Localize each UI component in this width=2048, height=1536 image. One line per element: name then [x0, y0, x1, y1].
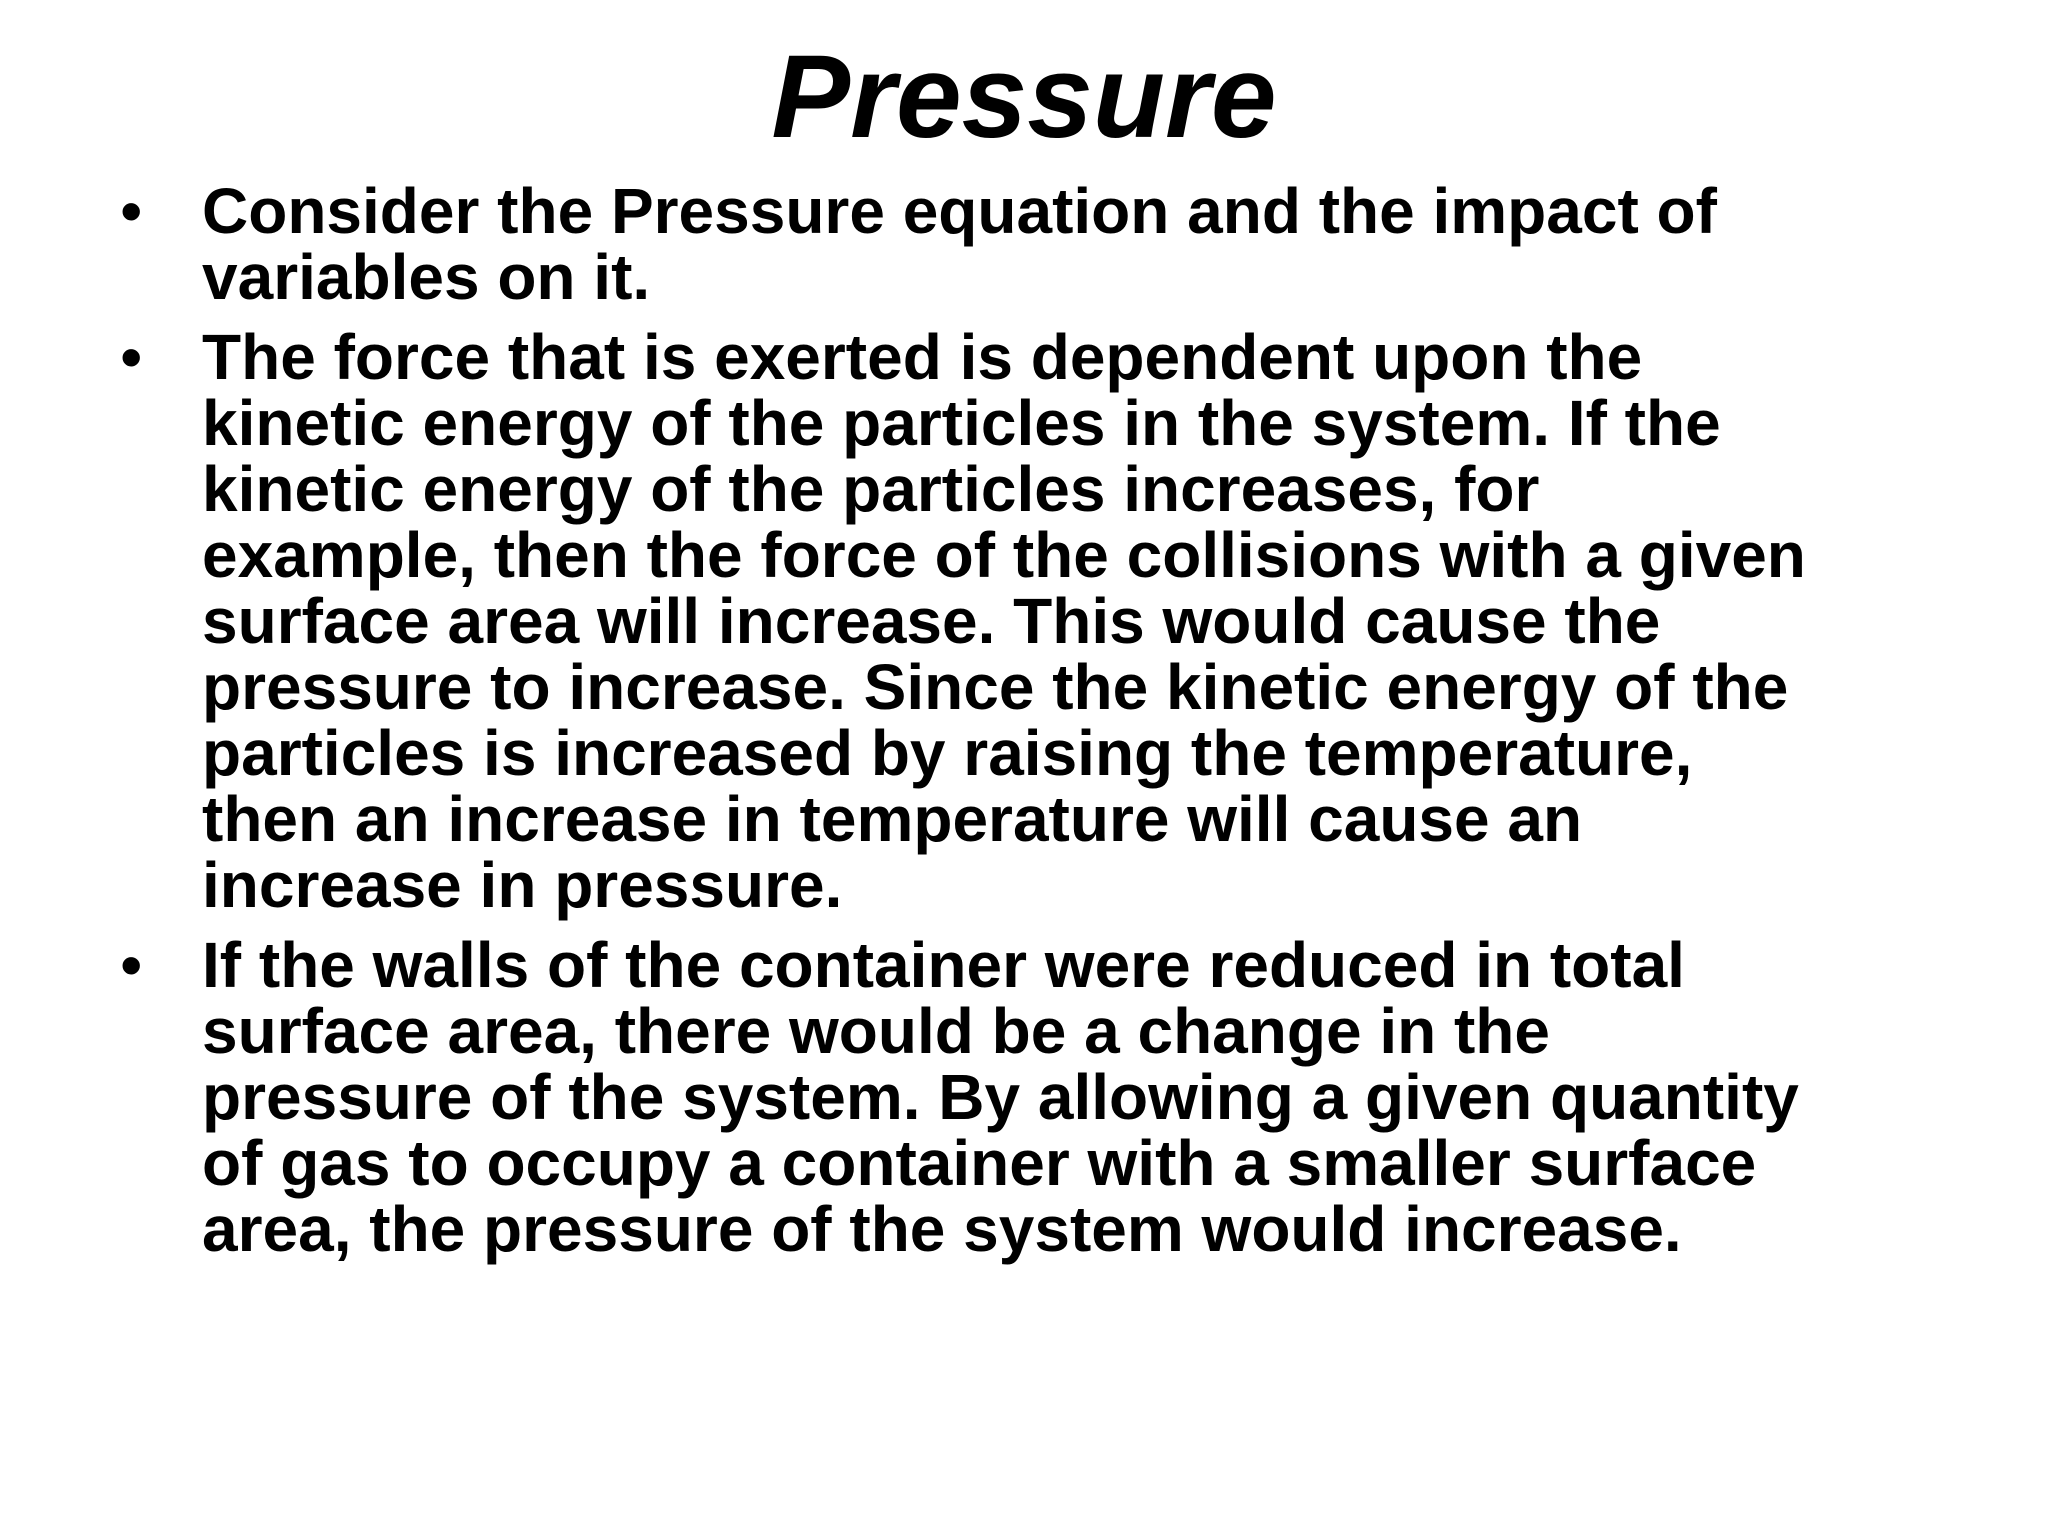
bullet-text: Consider the Pressure equation and the impact of variables on it.	[202, 175, 1717, 313]
bullet-list	[0, 175, 2048, 1276]
bullet-item	[0, 929, 2048, 1265]
bullet-marker: •	[120, 321, 143, 393]
bullet-item	[0, 321, 2048, 921]
bullet-marker: •	[120, 175, 143, 247]
bullet-item	[0, 175, 2048, 313]
bullet-text: If the walls of the container were reduced in total surface area, there would be a change in the pressure of the system. By allowing a given quantity of gas to occupy a container with a smaller surface area, the pressure of the system would increase.	[202, 929, 1799, 1265]
bullet-text: The force that is exerted is dependent upon the kinetic energy of the particles in the system. If the kinetic energy of the particles increases, for example, then the force of the collisions with a given surface area will increase. This would cause the pressure to increase. Since the kinetic energy of the particles is increased by raising the temperature, then an increase in temperature will cause an increase in pressure.	[202, 321, 1806, 921]
bullet-marker: •	[120, 929, 143, 1001]
slide-title: Pressure	[771, 31, 1277, 163]
